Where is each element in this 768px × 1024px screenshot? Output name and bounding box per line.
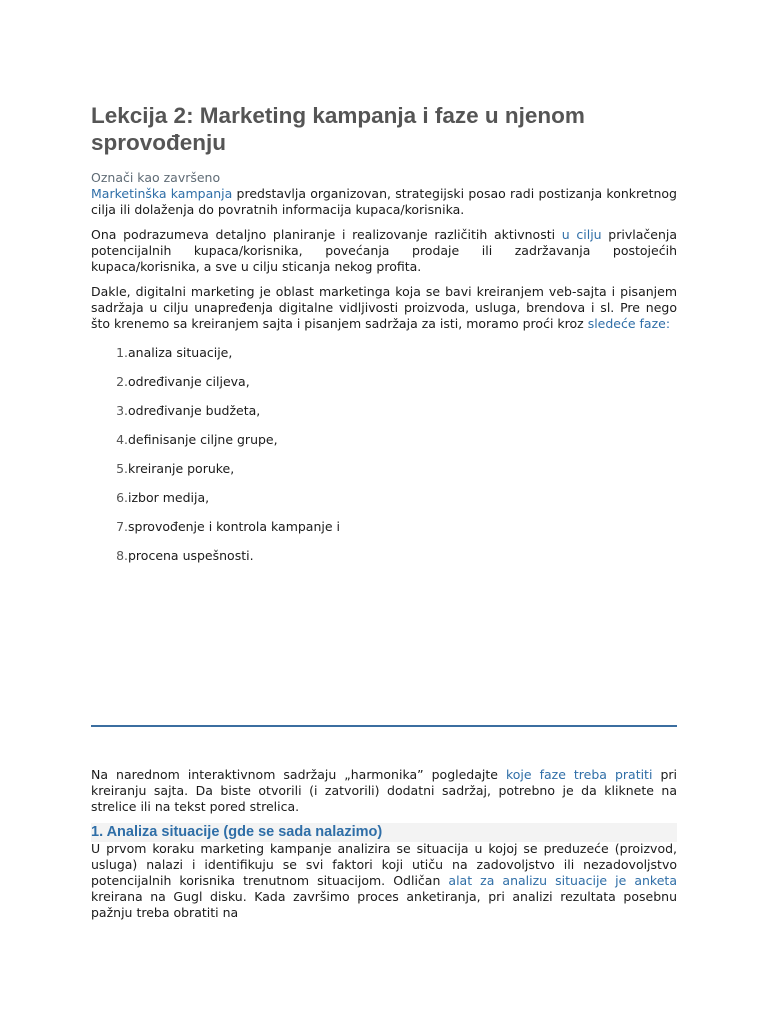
accordion-intro-paragraph: [91, 767, 677, 815]
list-item-number: 6.: [116, 490, 128, 505]
intro-paragraph-3-text: Dakle, digitalni marketing je oblast marketinga koja se bavi kreiranjem veb-sajta i pisanjem sadržaja u cilju unapređenja digitalne vidljivosti proizvoda, usluga, brendova i sl. Pre nego što krenemo sa kreiranjem sajta i pisanjem sadržaja za isti, moramo proći kroz: [91, 284, 677, 331]
situation-analysis-text-b: kreirana na Gugl disku. Kada završimo proces anketiranja, pri analizi rezultata posebnu pažnju treba obratiti na: [91, 889, 677, 920]
mark-complete-link[interactable]: Označi kao završeno: [91, 170, 221, 185]
list-item: [91, 431, 677, 460]
phases-list: [91, 344, 677, 576]
list-item: [91, 344, 677, 373]
survey-tool-link[interactable]: alat za analizu situacije je anketa: [448, 873, 677, 888]
list-item-text: definisanje ciljne grupe,: [128, 432, 278, 447]
list-item-text: određivanje budžeta,: [128, 403, 261, 418]
in-goal-link[interactable]: u cilju: [561, 227, 602, 242]
list-item-number: 8.: [116, 548, 128, 563]
intro-paragraph-1-text: predstavlja organizovan, strategijski posao radi postizanja konkretnog cilja ili dolaženja do povratnih informacija kupaca/korisnika.: [91, 186, 677, 217]
situation-analysis-paragraph: [91, 841, 677, 921]
intro-paragraph-2-text-b: privlačenja potencijalnih kupaca/korisnika, povećanja prodaje ili zadržavanja postojećih kupaca/korisnika, a sve u cilju sticanja nekog profita.: [91, 227, 677, 274]
accordion-intro-text-b: pri kreiranju sajta. Da biste otvorili (i zatvorili) dodatni sadržaj, potrebno je da kliknete na strelice ili na tekst pored strelica.: [91, 767, 677, 814]
list-item-text: izbor medija,: [128, 490, 210, 505]
list-item-text: analiza situacije,: [128, 345, 233, 360]
list-item-number: 7.: [116, 519, 128, 534]
list-item: [91, 547, 677, 576]
intro-paragraph-2: [91, 227, 677, 275]
list-item-text: procena uspešnosti.: [128, 548, 254, 563]
list-item-number: 2.: [116, 374, 128, 389]
accordion-header-title: 1. Analiza situacije (gde se sada nalazimo): [91, 824, 383, 840]
list-item-text: kreiranje poruke,: [128, 461, 235, 476]
marketing-campaign-link[interactable]: Marketinška kampanja: [91, 186, 233, 201]
section-divider: [91, 725, 677, 727]
list-item-number: 3.: [116, 403, 128, 418]
intro-paragraph-3: [91, 284, 677, 332]
next-phases-link[interactable]: sledeće faze:: [587, 316, 671, 331]
intro-paragraph-1: [91, 186, 677, 218]
situation-analysis-text-a: U prvom koraku marketing kampanje analizira se situacija u kojoj se preduzeće (proizvod, usluga) nalazi i identifikuju se svi faktori koji utiču na zadovoljstvo ili nezadovoljstvo potencijalnih korisnika trenutnom situacijom. Odličan: [91, 841, 677, 888]
list-item: [91, 518, 677, 547]
list-item-number: 4.: [116, 432, 128, 447]
list-item-number: 1.: [116, 345, 128, 360]
accordion-header-situation-analysis[interactable]: [91, 823, 677, 842]
intro-paragraph-2-text-a: Ona podrazumeva detaljno planiranje i realizovanje različitih aktivnosti: [91, 227, 562, 242]
list-item-text: sprovođenje i kontrola kampanje i: [128, 519, 340, 534]
list-item: [91, 373, 677, 402]
list-item: [91, 402, 677, 431]
lesson-title: Lekcija 2: Marketing kampanja i faze u njenom sprovođenju: [91, 103, 585, 155]
list-item-text: određivanje ciljeva,: [128, 374, 250, 389]
accordion-intro-text-a: Na narednom interaktivnom sadržaju „harmonika” pogledajte: [91, 767, 506, 782]
list-item-number: 5.: [116, 461, 128, 476]
phases-to-follow-link[interactable]: koje faze treba pratiti: [505, 767, 653, 782]
list-item: [91, 460, 677, 489]
list-item: [91, 489, 677, 518]
